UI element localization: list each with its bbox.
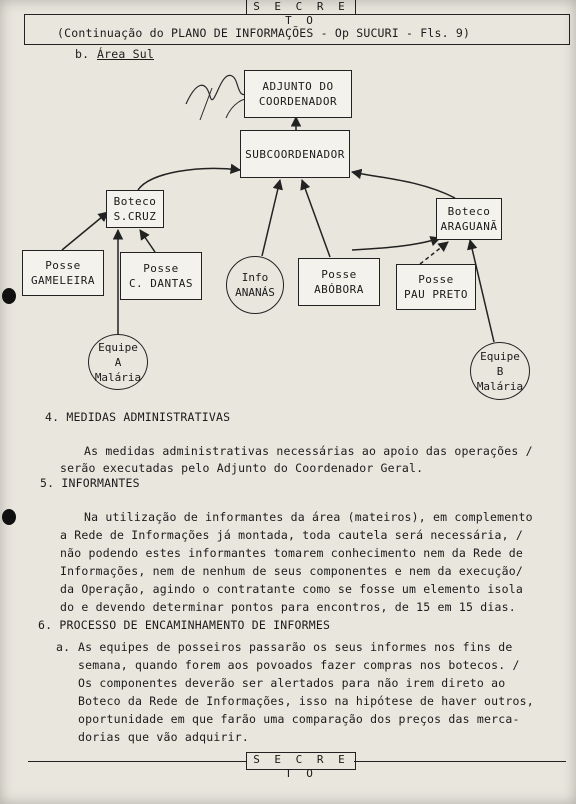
node-equipe-b-line3: Malária	[476, 379, 524, 393]
section5-heading: 5. INFORMANTES	[40, 476, 140, 490]
node-posse-abobora	[298, 258, 380, 306]
node-equipe-b-line2: B	[496, 364, 504, 378]
node-boteco-araguana	[436, 198, 502, 240]
node-boteco-scruz-line2: S.CRUZ	[113, 210, 157, 223]
node-equipe-a-line3: Malária	[94, 370, 142, 384]
classification-stamp-bottom: S E C R E T O	[246, 752, 356, 770]
section-b-label: b.	[75, 47, 90, 61]
node-equipe-b	[470, 342, 530, 400]
node-boteco-araguana-line2: ARAGUANÃ	[440, 220, 498, 233]
node-posse-gameleira	[22, 250, 104, 296]
node-adjunto-coordenador	[244, 70, 352, 118]
node-info-ananas	[226, 256, 284, 314]
node-posse-pau-preto-line2: PAU PRETO	[403, 288, 469, 301]
section4-line-1: As medidas administrativas necessárias ao apoio das operações /	[84, 444, 533, 458]
section4-line-2: serão executadas pelo Adjunto do Coordenador Geral.	[60, 461, 424, 475]
section4-heading: 4. MEDIDAS ADMINISTRATIVAS	[45, 410, 231, 424]
node-posse-abobora-line1: Posse	[321, 268, 357, 281]
section-b-title: Área Sul	[97, 47, 154, 61]
header-subtitle: (Continuação do PLANO DE INFORMAÇÕES - Op SUCURI - Fls. 9)	[57, 26, 471, 40]
node-boteco-scruz	[106, 190, 164, 228]
section6-heading: 6. PROCESSO DE ENCAMINHAMENTO DE INFORMES	[38, 618, 331, 632]
section5-line-5: da Operação, agindo o contratante como se fosse um elemento isola	[60, 582, 524, 596]
node-posse-pau-preto	[396, 264, 476, 310]
section6-line-6: dorias que vão adquirir.	[78, 730, 249, 744]
section6-item-label: a.	[56, 640, 71, 654]
node-posse-gameleira-line1: Posse	[45, 259, 81, 272]
section5-line-2: a Rede de Informações já montada, toda cautela será necessária, /	[60, 528, 524, 542]
node-info-ananas-line1: Info	[241, 271, 269, 284]
node-subcoordenador	[240, 130, 350, 178]
section6-line-4: Boteco da Rede de Informações, isso na hipótese de haver outros,	[78, 694, 534, 708]
node-posse-dantas-line1: Posse	[143, 262, 179, 275]
section6-line-5: oportunidade em que farão uma comparação dos preços das merca-	[78, 712, 520, 726]
section5-line-3: não podendo estes informantes tomarem conhecimento nem da Rede de	[60, 546, 524, 560]
section5-line-6: do e devendo determinar pontos para encontros, de 15 em 15 dias.	[60, 600, 516, 614]
punch-hole-bottom	[2, 509, 16, 525]
node-equipe-b-line1: Equipe	[480, 349, 520, 363]
node-info-ananas-line2: ANANÁS	[235, 286, 275, 299]
footer-rule-right	[354, 761, 566, 762]
section6-line-3: Os componentes deverão ser alertados para não irem direto ao	[78, 676, 506, 690]
node-posse-dantas	[120, 252, 202, 300]
section6-line-2: semana, quando forem aos povoados fazer compras nos botecos. /	[78, 658, 520, 672]
node-subcoordenador-label: SUBCOORDENADOR	[245, 147, 345, 161]
node-posse-pau-preto-line1: Posse	[418, 273, 454, 286]
node-adjunto-line1: ADJUNTO DO	[262, 80, 334, 93]
node-boteco-scruz-line1: Boteco	[113, 195, 157, 208]
footer-rule-left	[28, 761, 246, 762]
section5-line-1: Na utilização de informantes da área (mateiros), em complemento	[84, 510, 533, 524]
node-equipe-a-line1: Equipe	[98, 340, 138, 354]
node-equipe-a-line2: A	[114, 355, 122, 369]
node-equipe-a	[88, 334, 148, 390]
section6-line-1: As equipes de posseiros passarão os seus informes nos fins de	[78, 640, 513, 654]
node-boteco-araguana-line1: Boteco	[447, 205, 491, 218]
node-posse-gameleira-line2: GAMELEIRA	[30, 274, 96, 287]
node-posse-abobora-line2: ABÓBORA	[314, 283, 364, 296]
section5-line-4: Informações, nem de nenhum de seus componentes e nem da execução/	[60, 564, 524, 578]
node-adjunto-line2: COORDENADOR	[258, 95, 338, 108]
node-posse-dantas-line2: C. DANTAS	[128, 277, 194, 290]
classification-stamp-top: S E C R E T O	[246, 0, 356, 15]
